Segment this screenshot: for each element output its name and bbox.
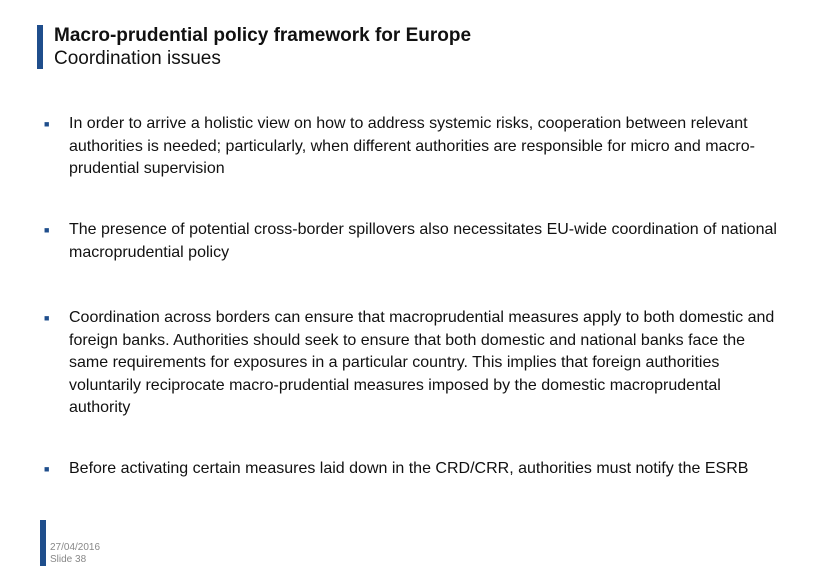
bullet-item	[44, 113, 781, 181]
bullet-text: The presence of potential cross-border spillovers also necessitates EU-wide coordination of national macroprudential policy	[69, 221, 777, 261]
bullet-marker-icon: ■	[44, 464, 50, 474]
slide-title: Macro-prudential policy framework for Europe	[54, 25, 472, 46]
title-accent-bar	[37, 25, 43, 69]
footer-slide-number: Slide 38	[50, 554, 87, 565]
bullet-item	[44, 458, 781, 481]
bullet-marker-icon: ■	[44, 119, 50, 129]
bullet-item	[44, 307, 781, 420]
bullet-text: Coordination across borders can ensure that macroprudential measures apply to both domestic and foreign banks. Authorities should seek to ensure that both domestic and national banks face the same requirements for exposures in a particular country. This implies that foreign authorities voluntarily reciprocate macro-prudential measures imposed by the domestic macroprudental authority	[69, 309, 775, 416]
slide-footer	[50, 542, 100, 566]
bullet-text: Before activating certain measures laid down in the CRD/CRR, authorities must notify the ESRB	[69, 460, 749, 477]
footer-accent-bar	[40, 520, 46, 566]
bullet-marker-icon: ■	[44, 225, 50, 235]
bullet-text: In order to arrive a holistic view on how to address systemic risks, cooperation between relevant authorities is needed; particularly, when different authorities are responsible for micro and macro-prudential supervision	[69, 115, 755, 177]
bullet-marker-icon: ■	[44, 313, 50, 323]
bullet-item	[44, 219, 781, 264]
slide-subtitle: Coordination issues	[54, 48, 221, 69]
footer-date: 27/04/2016	[50, 542, 101, 553]
slide-header	[54, 24, 471, 70]
